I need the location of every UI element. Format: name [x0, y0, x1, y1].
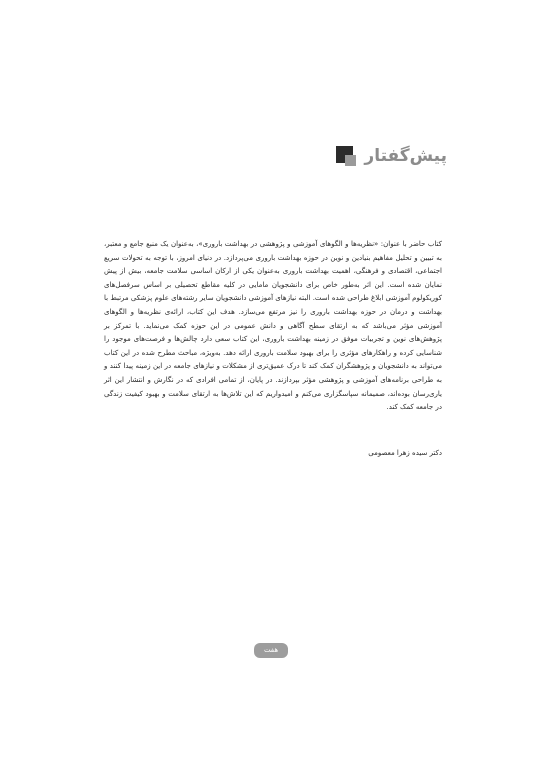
author-signature: دکتر سیده زهرا معصومی: [368, 449, 442, 457]
preface-title: پیش‌گفتار: [364, 146, 447, 166]
page-number-badge: هفت: [254, 643, 288, 658]
preface-heading: [336, 146, 447, 166]
square-bullet-icon: [336, 146, 356, 166]
preface-paragraph: کتاب حاضر با عنوان: «نظریه‌ها و الگوهای آموزشی و پژوهشی در بهداشت باروری»، به‌عنوان یک منبع جامع و معتبر، به تبیین و تحلیل مفاهیم بنیادین و نوین در حوزه بهداشت باروری می‌پردازد. در دنیای امروز، با توجه به تحولات سریع اجتماعی، اقتصادی و فرهنگی، اهمیت بهداشت باروری به‌عنوان یکی از ارکان اساسی سلامت جامعه، بیش از پیش نمایان شده است. این اثر به‌طور خاص برای دانشجویان مامایی در کلیه مقاطع تحصیلی بر اساس سرفصل‌های کوریکولوم آموزشی ابلاغ طراحی شده است. البته نیازهای آموزشی دانشجویان سایر رشته‌های علوم پزشکی مرتبط با بهداشت و درمان در حوزه بهداشت باروری را نیز مرتفع می‌سازد. هدف این کتاب، ارائه‌ی نظریه‌ها و الگوهای آموزشی مؤثر می‌باشد که به ارتقای سطح آگاهی و دانش عمومی در این حوزه کمک می‌نماید. با تمرکز بر پژوهش‌های نوین و تجربیات موفق در زمینه بهداشت باروری، این کتاب سعی دارد چالش‌ها و فرصت‌های موجود را شناسایی کرده و راهکارهای مؤثری را برای بهبود سلامت باروری ارائه دهد. به‌ویژه، مباحث مطرح شده در این کتاب می‌تواند به دانشجویان و پژوهشگران کمک کند تا درک عمیق‌تری از مشکلات و نیازهای جامعه در این زمینه پیدا کنند و به طراحی برنامه‌های آموزشی و پژوهشی مؤثر بپردازند. در پایان، از تمامی افرادی که در نگارش و انتشار این اثر یاری‌رسان بوده‌اند، صمیمانه سپاسگزاری می‌کنم و امیدواریم که این تلاش‌ها به ارتقای سلامت و بهبود کیفیت زندگی در جامعه کمک کند.: [104, 240, 442, 412]
